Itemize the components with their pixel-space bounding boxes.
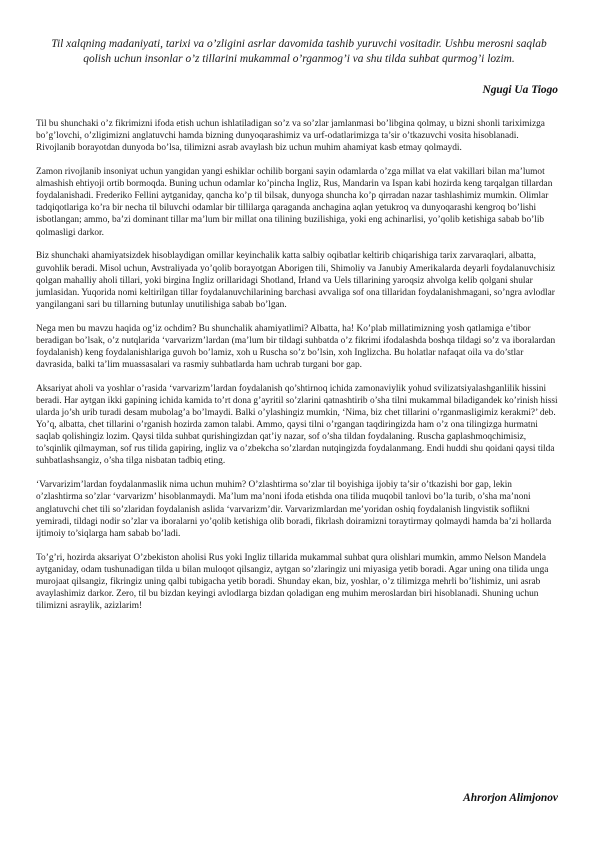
paragraph: Zamon rivojlanib insoniyat uchun yangidan yangi eshiklar ochilib borgani sayin odamlarda o’zga millat va elat vakillari bilan ma’lumot almashish ehtiyoji ortib bormoqda. Buning uchun odamlar ko’pincha Ingliz, Rus, Mandarin va Ispan kabi hozirda keng tarqalgan tillardan foydalanishadi. Frederiko Fellini aytganiday, qancha ko’p til bilsak, dunyoga shuncha ko’p qirradan nazar tashlashimiz mumkin. Olimlar tadqiqotlariga ko’ra bir necha til biluvchi odamlar bir tillilarga qaraganda anchagina aqlan yetukroq va dunyoqarashi kengroq bo’lishi isbotlangan; ammo, ba’zi dominant tillar ma’lum bir millat ona tilining buzilishiga, yoki eng achinarlisi, yo’qolib ketishiga sabab bo’lib qolmasligi darkor. — [36, 167, 553, 238]
essay-body — [36, 118, 560, 624]
paragraph: ‘Varvarizim’lardan foydalanmaslik nima uchun muhim? O’zlashtirma so’zlar til boyishiga ijobiy ta’sir o’tkazishi bor gap, lekin o’zlashtirma so’zlar ‘varvarizm’ hisoblanmaydi. Ma’lum ma’noni ifoda etishda ona tilida muqobil tanlovi bo’la turib, o’sha ma’noni anglatuvchi chet tili so’zlaridan foydalanish aslida ‘varvarizm’dir. Varvarizmlardan me’yoridan oshiq foydalanish lingvistik soflikni yemiradi, tildagi nodir so’zlar va iboralarni yo’qolib ketishiga olib boradi, fikrlash doiramizni toraytirmay qolmaydi hamda ba’zi hollarda ijtimoiy to’siqlarga ham sabab bo’ladi. — [36, 480, 552, 539]
paragraph: Aksariyat aholi va yoshlar o’rasida ‘varvarizm’lardan foydalanish qo’shtirnoq ichida zamonaviylik yohud svilizatsiyalashganlilik hissini beradi. Har aytgan ikki gapining ichida kamida to’rt dona g’ayritil so’zlarini qatnashtirib o’sha tilni mukammal biladigandek ko’rinish hissi ularda jo’sh urib turadi desam mubolag’a bo’lmaydi. Balki o’ylashingiz mumkin, ‘Nima, biz chet tillarini o’rganmasligimiz kerakmi?’ deb. Yo’q, albatta, chet tillarini o’rganish hozirda zamon talabi. Ammo, qaysi tilni o’rgangan taqdiringizda ham o’z ona tilingizga hurmatni saqlab qolishingiz lozim. Qaysi tilda suhbat qurishingizdan qat’iy nazar, sof o’sha tildan foydalaning. Ruscha gaplashmoqchimisiz, to’sqinlik qilmayman, sof rus tilida gapiring, ingliz va o’zbekcha so’zlardan nutqingizda foydalanmang. Endi huddi shu qoidani qaysi tilda suhbatlashsangiz, o’sha tilga nisbatan tadbiq eting. — [36, 383, 558, 467]
epigraph-quote: Til xalqning madaniyati, tarixi va o’zligini asrlar davomida tashib yuruvchi vositadir. Ushbu merosni saqlab qolish uchun insonlar o’z tillarini mukammal o’rganmog’i va shu tilda suhbat qurmog’i lozim. — [51, 38, 547, 65]
epigraph-author: Ngugi Ua Tiogo — [482, 84, 558, 96]
author-signature: Ahrorjon Alimjonov — [463, 792, 558, 804]
paragraph: Biz shunchaki ahamiyatsizdek hisoblaydigan omillar keyinchalik katta salbiy oqibatlar keltirib chiqarishiga tarix zarvaraqlari, albatta, guvohlik beradi. Misol uchun, Avstraliyada yo’qolib borayotgan Aborigen tili, Shimoliy va Janubiy Amerikalarda deyarli foydalanuvchisiz qolgan mahalliy aholi tillari, yoki birgina Ingliz orillaridagi Shotland, Irland va Uels tillarining yaroqsiz ahvolga kelib qolgani shular jumlasidan. Yuqorida nomi keltirilgan tillar foydalanuvchilarining barchasi avvaliga sof ona tillaridan foydalanishmagani, so’ngra avlodlar yangilangani sari bu tillarning butunlay unutilishiga sabab bo’lgan. — [36, 251, 556, 310]
paragraph: Nega men bu mavzu haqida og’iz ochdim? Bu shunchalik ahamiyatlimi? Albatta, ha! Ko’plab millatimizning yosh qatlamiga e’tibor beradigan bo’lsak, o’z nutqlarida ‘varvarizm’lardan (ma’lum bir tildagi suhbatda o’z fikrimi ifodalashda boshqa tildagi so’z va iboralardan foydalanish) keng foydalanishlariga guvoh bo’lamiz, xoh u Ruscha so’z bo’lsin, xoh Inglizcha. Bu holatlar nafaqat oila va do’stlar davrasida, balki ta’lim muassasalari va rasmiy suhbatlarda ham uchrab turgani bor gap. — [36, 323, 556, 370]
paragraph: To’g’ri, hozirda aksariyat O’zbekiston aholisi Rus yoki Ingliz tillarida mukammal suhbat qura olishlari mumkin, ammo Nelson Mandela aytganiday, odam tushunadigan tilda u bilan muloqot qilsangiz, aytgan so’zlaringiz uni miyasiga yetib boradi. Agar uning ona tilida unga murojaat qilsangiz, fikringiz uning qalbi tubigacha yetib boradi. Shunday ekan, biz, yoshlar, o’z tilimizga mehrli bo’lishimiz, uni asrab avaylashimiz darkor. Zero, til bu bizdan keyingi avlodlarga bizdan qoladigan eng muhim meroslardan biri hisoblanadi. Shuning uchun tilimizni asraylik, azizlarim! — [36, 552, 549, 611]
paragraph: Til bu shunchaki o’z fikrimizni ifoda etish uchun ishlatiladigan so’z va so’zlar jamlanmasi bo’libgina qolmay, u bizni shonli tariximizga bo’g’lovchi, o’zligimizni anglatuvchi hamda bizning dunyoqarashimiz va urf-odatlarimizga ta’sir o’tkazuvchi vosita hisoblanadi. Rivojlanib borayotdan dunyoda bo’lsa, tilimizni asrab avaylash biz uchun muhim ahamiyat kasb etmay qolmaydi. — [36, 119, 545, 154]
